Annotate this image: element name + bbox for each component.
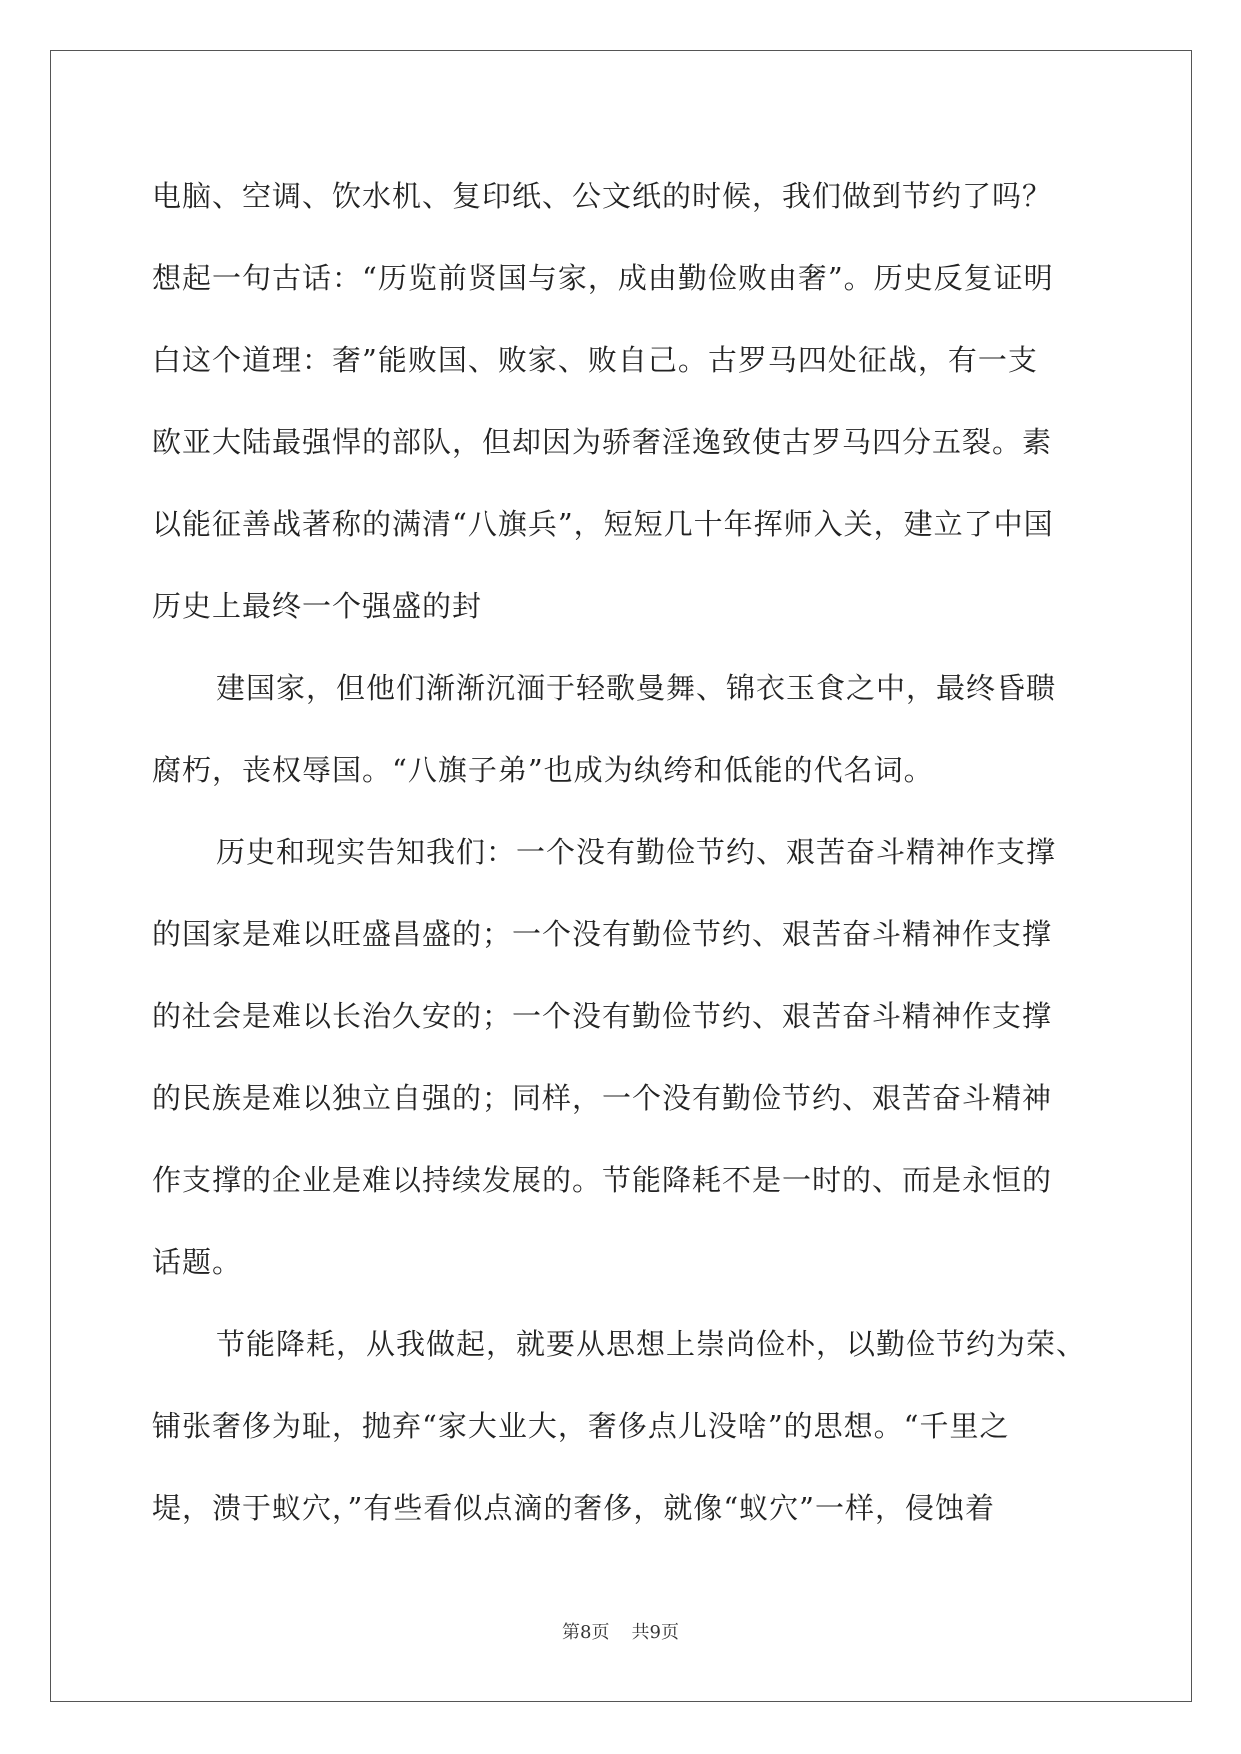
- text-line: 腐朽，丧权辱国。“八旗子弟”也成为纨绔和低能的代名词。: [152, 753, 934, 787]
- paragraph-first-line: 建国家，但他们渐渐沉湎于轻歌曼舞、锦衣玉食之中，最终昏聩: [216, 671, 1057, 705]
- paragraph-first-line: 历史和现实告知我们：一个没有勤俭节约、艰苦奋斗精神作支撑: [216, 835, 1057, 869]
- text-line: 的国家是难以旺盛昌盛的；一个没有勤俭节约、艰苦奋斗精神作支撑: [152, 917, 1053, 951]
- text-line: 堤，溃于蚁穴，”有些看似点滴的奢侈，就像“蚁穴”一样，侵蚀着: [152, 1491, 995, 1525]
- document-body: [152, 155, 1092, 1549]
- page-footer: [0, 1618, 1241, 1644]
- text-line: 以能征善战著称的满清“八旗兵”，短短几十年挥师入关，建立了中国: [152, 507, 1054, 541]
- page-number-current: 第8页: [562, 1622, 610, 1643]
- paragraph-first-line: 节能降耗，从我做起，就要从思想上崇尚俭朴，以勤俭节约为荣、: [216, 1327, 1087, 1361]
- text-line: 话题。: [152, 1245, 243, 1279]
- text-line: 白这个道理：奢”能败国、败家、败自己。古罗马四处征战，有一支: [152, 343, 1038, 377]
- text-line: 电脑、空调、饮水机、复印纸、公文纸的时候，我们做到节约了吗？: [152, 179, 1053, 213]
- text-line: 欧亚大陆最强悍的部队，但却因为骄奢淫逸致使古罗马四分五裂。素: [152, 425, 1053, 459]
- text-line: 想起一句古话：“历览前贤国与家，成由勤俭败由奢”。历史反复证明: [152, 261, 1054, 295]
- text-line: 历史上最终一个强盛的封: [152, 589, 483, 623]
- text-line: 的社会是难以长治久安的；一个没有勤俭节约、艰苦奋斗精神作支撑: [152, 999, 1053, 1033]
- page-number-total: 共9页: [631, 1622, 679, 1643]
- text-line: 铺张奢侈为耻，抛弃“家大业大，奢侈点儿没啥”的思想。“千里之: [152, 1409, 1010, 1443]
- text-line: 作支撑的企业是难以持续发展的。节能降耗不是一时的、而是永恒的: [152, 1163, 1053, 1197]
- text-line: 的民族是难以独立自强的；同样，一个没有勤俭节约、艰苦奋斗精神: [152, 1081, 1053, 1115]
